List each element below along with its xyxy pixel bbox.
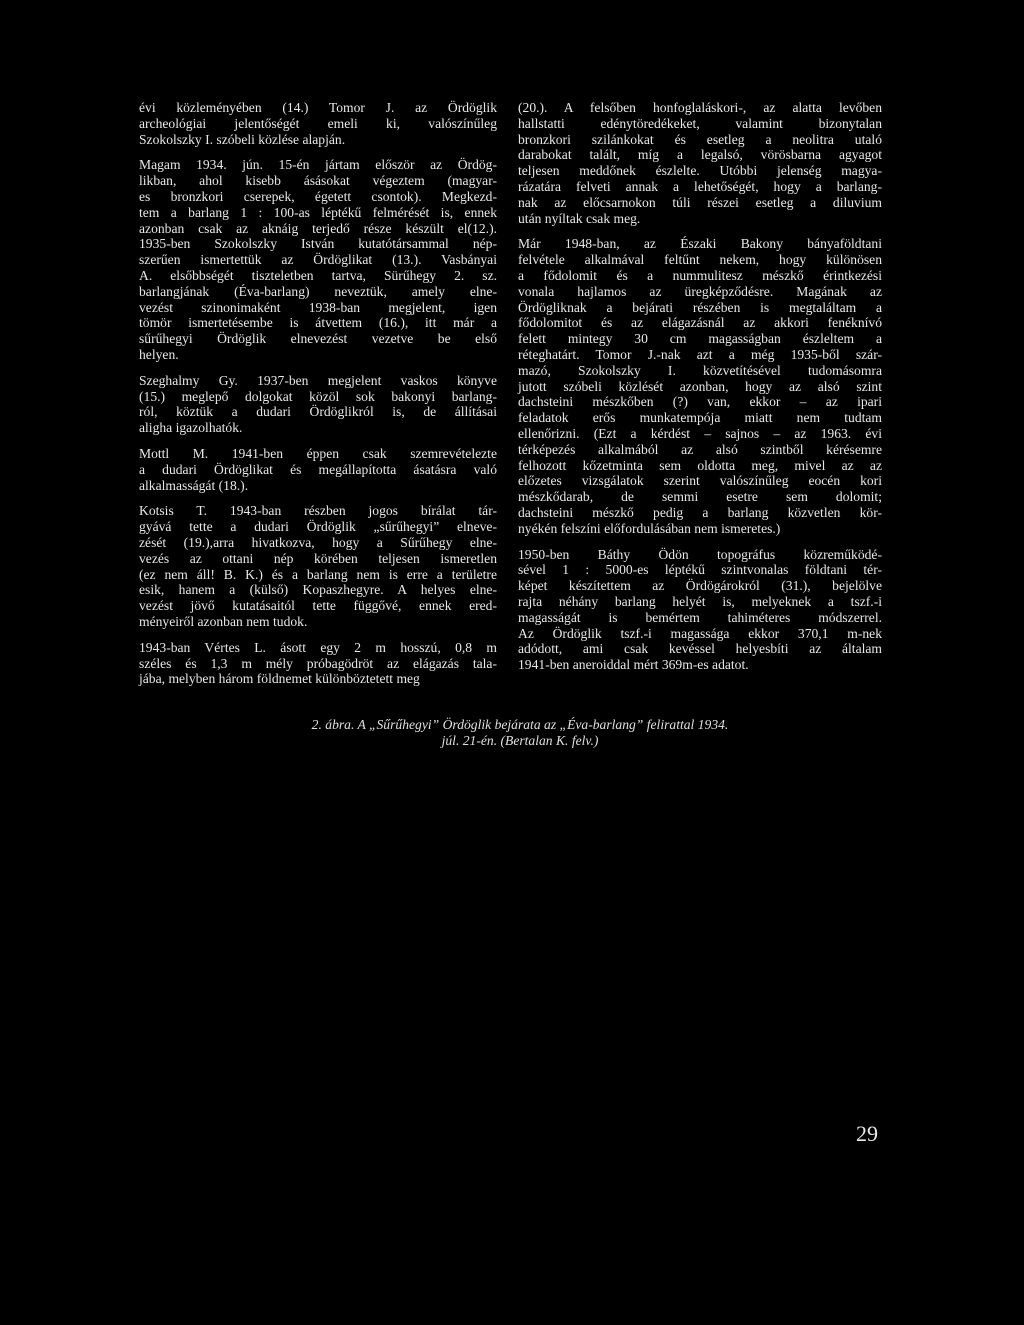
- text-line: jutott szóbeli közlését azonban, hogy az alsó szint: [518, 378, 882, 394]
- paragraph-gap: [139, 493, 497, 503]
- text-line: vezést jövő kutatásaitól tette függővé, ennek ered-: [139, 598, 497, 614]
- text-line: ról, köztük a dudari Ördöglikról is, de állításai: [139, 404, 497, 420]
- text-line: (ez nem áll! B. K.) és a barlang nem is erre a területre: [139, 566, 497, 582]
- text-line: felhozott kőzetminta sem oldotta meg, mivel az az: [518, 457, 882, 473]
- caption-line-2: júl. 21-én. (Bertalan K. felv.): [441, 733, 599, 748]
- text-line: 1935-ben Szokolszky István kutatótársammal nép-: [139, 236, 497, 252]
- right-text-column: [518, 100, 882, 673]
- paragraph-gap: [518, 226, 882, 236]
- text-line: hallstatti edénytöredékeket, valamint bizonytalan: [518, 115, 882, 131]
- text-line: A. elsőbbségét tiszteletben tartva, Sürűhegy 2. sz.: [139, 267, 497, 283]
- text-line: réteghatárt. Tomor J.-nak azt a még 1935-ből szár-: [518, 346, 882, 362]
- text-line: aligha igazolhatók.: [139, 420, 243, 436]
- text-line: nak az előcsarnokon túli részei esetleg a diluvium: [518, 194, 882, 210]
- text-line: nyékén felszíni előfordulásában nem ismeretes.): [518, 520, 781, 536]
- text-line: tömör ismertetésembe is átvettem (16.), itt már a: [139, 315, 497, 331]
- text-line: szerűen ismertettük az Ördöglikat (13.). Vasbányai: [139, 252, 497, 268]
- text-line: helyen.: [139, 346, 179, 362]
- paragraph-gap: [139, 363, 497, 373]
- text-line: 1950-ben Báthy Ödön topográfus közreműködé-: [518, 546, 882, 562]
- text-line: fődolomitot és az elágazásnál az akkori fenéknívó: [518, 315, 882, 331]
- text-line: Az Ördöglik tszf.-i magassága ekkor 370,1 m-nek: [518, 625, 882, 641]
- text-line: 1941-ben aneroiddal mért 369m-es adatot.: [518, 657, 749, 673]
- text-line: esik, hanem a (külső) Kopaszhegyre. A helyes elne-: [139, 582, 497, 598]
- page-number: 29: [856, 1121, 878, 1146]
- text-line: Ördögliknak a bejárati részében is megtaláltam a: [518, 299, 882, 315]
- text-line: gyává tette a dudari Ördöglik „sűrűhegyi” elneve-: [139, 519, 497, 535]
- text-line: barlangjának (Éva-barlang) neveztük, amely elne-: [139, 283, 497, 299]
- text-line: képet készítettem az Ördögárokról (31.), bejelölve: [518, 578, 882, 594]
- text-line: felett mintegy 30 cm magasságban észleltem a: [518, 331, 882, 347]
- text-line: jába, melyben három földnemet különböztetett meg: [139, 671, 420, 687]
- text-line: előzetes vizsgálatok szerint valószínűleg eocén kori: [518, 473, 882, 489]
- text-line: vonala hajlamos az üregképződésre. Magának az: [518, 283, 882, 299]
- text-line: Már 1948-ban, az Északi Bakony bányaföldtani: [518, 236, 882, 252]
- text-line: ményeiről azonban nem tudok.: [139, 613, 308, 629]
- text-line: térképezés alkalmából az alsó szintből kérésemre: [518, 441, 882, 457]
- text-line: alkalmasságát (18.).: [139, 477, 249, 493]
- text-line: vezést szinonimaként 1938-ban megjelent, igen: [139, 299, 497, 315]
- text-line: rajta néhány barlang helyét is, melyeknek a tszf.-i: [518, 593, 882, 609]
- text-line: ellenőrizni. (Ezt a kérdést – sajnos – az 1963. évi: [518, 425, 882, 441]
- paragraph-gap: [518, 537, 882, 547]
- paragraph-gap: [139, 630, 497, 640]
- text-line: es bronzkori cserepek, égetett csontok). Megkezd-: [139, 188, 497, 204]
- text-line: után nyíltak csak meg.: [518, 210, 641, 226]
- text-line: zését (19.),arra hivatkozva, hogy a Sűrűhegy elne-: [139, 534, 497, 550]
- text-line: (20.). A felsőben honfoglaláskori-, az alatta levőben: [518, 100, 882, 115]
- text-line: széles és 1,3 m mély próbagödröt az elágazás tala-: [139, 655, 497, 671]
- text-line: a dudari Ördöglikat és megállapította ásatásra való: [139, 461, 497, 477]
- text-line: mazó, Szokolszky I. közvetítésével tudomásomra: [518, 362, 882, 378]
- text-line: Magam 1934. jún. 15-én jártam először az Ördög-: [139, 157, 497, 173]
- paragraph-gap: [139, 436, 497, 446]
- text-line: feladatok erős munkatempója miatt nem tudtam: [518, 410, 882, 426]
- paragraph-gap: [139, 147, 497, 157]
- caption-line-1: 2. ábra. A „Sűrűhegyi” Ördöglik bejárata az „Éva-barlang” felirattal 1934.: [311, 717, 729, 732]
- left-text-column: [139, 100, 497, 687]
- text-line: archeológiai jelentőségét emeli ki, valószínűleg: [139, 115, 497, 131]
- text-line: Mottl M. 1941-ben éppen csak szemrevételezte: [139, 445, 497, 461]
- text-line: sűrűhegyi Ördöglik elnevezést vezetve be első: [139, 331, 497, 347]
- text-line: magasságát is bemértem tahiméteres módszerrel.: [518, 609, 882, 625]
- text-line: rázatára felveti annak a lehetőségét, hogy a barlang-: [518, 178, 882, 194]
- text-line: Szeghalmy Gy. 1937-ben megjelent vaskos könyve: [139, 372, 497, 388]
- text-line: Kotsis T. 1943-ban részben jogos bírálat tár-: [139, 503, 497, 519]
- text-line: évi közleményében (14.) Tomor J. az Ördöglik: [139, 100, 497, 115]
- figure-caption: [240, 717, 800, 749]
- text-line: adódott, ami csak kevéssel helyesbíti az általam: [518, 641, 882, 657]
- text-line: 1943-ban Vértes L. ásott egy 2 m hosszú, 0,8 m: [139, 639, 497, 655]
- text-line: sével 1 : 5000-es léptékű szintvonalas földtani tér-: [518, 562, 882, 578]
- text-line: mészkődarab, de semmi esetre sem dolomit;: [518, 489, 882, 505]
- text-line: darabokat talált, míg a legalsó, vörösbarna agyagot: [518, 147, 882, 163]
- text-line: felvétele alkalmával feltűnt nekem, hogy különösen: [518, 252, 882, 268]
- text-line: vezés az ottani nép körében teljesen ismeretlen: [139, 550, 497, 566]
- text-line: dachsteini mészkőben (?) van, ekkor – az ipari: [518, 394, 882, 410]
- text-line: bronzkori szilánkokat és esetleg a neolitra utaló: [518, 131, 882, 147]
- text-line: tem a barlang 1 : 100-as léptékű felmérését is, ennek: [139, 204, 497, 220]
- text-line: Szokolszky I. szóbeli közlése alapján.: [139, 131, 346, 147]
- text-line: likban, ahol kisebb ásásokat végeztem (magyar-: [139, 173, 497, 189]
- text-line: (15.) meglepő dolgokat közöl sok bakonyi barlang-: [139, 388, 497, 404]
- text-line: azonban csak az aknáig terjedő része készült el(12.).: [139, 220, 497, 236]
- text-line: dachsteini mészkő pedig a barlang közvetlen kör-: [518, 504, 882, 520]
- text-line: a fődolomit és a nummulitesz mészkő érintkezési: [518, 267, 882, 283]
- text-line: teljesen meddőnek észlelte. Utóbbi jelenség magya-: [518, 163, 882, 179]
